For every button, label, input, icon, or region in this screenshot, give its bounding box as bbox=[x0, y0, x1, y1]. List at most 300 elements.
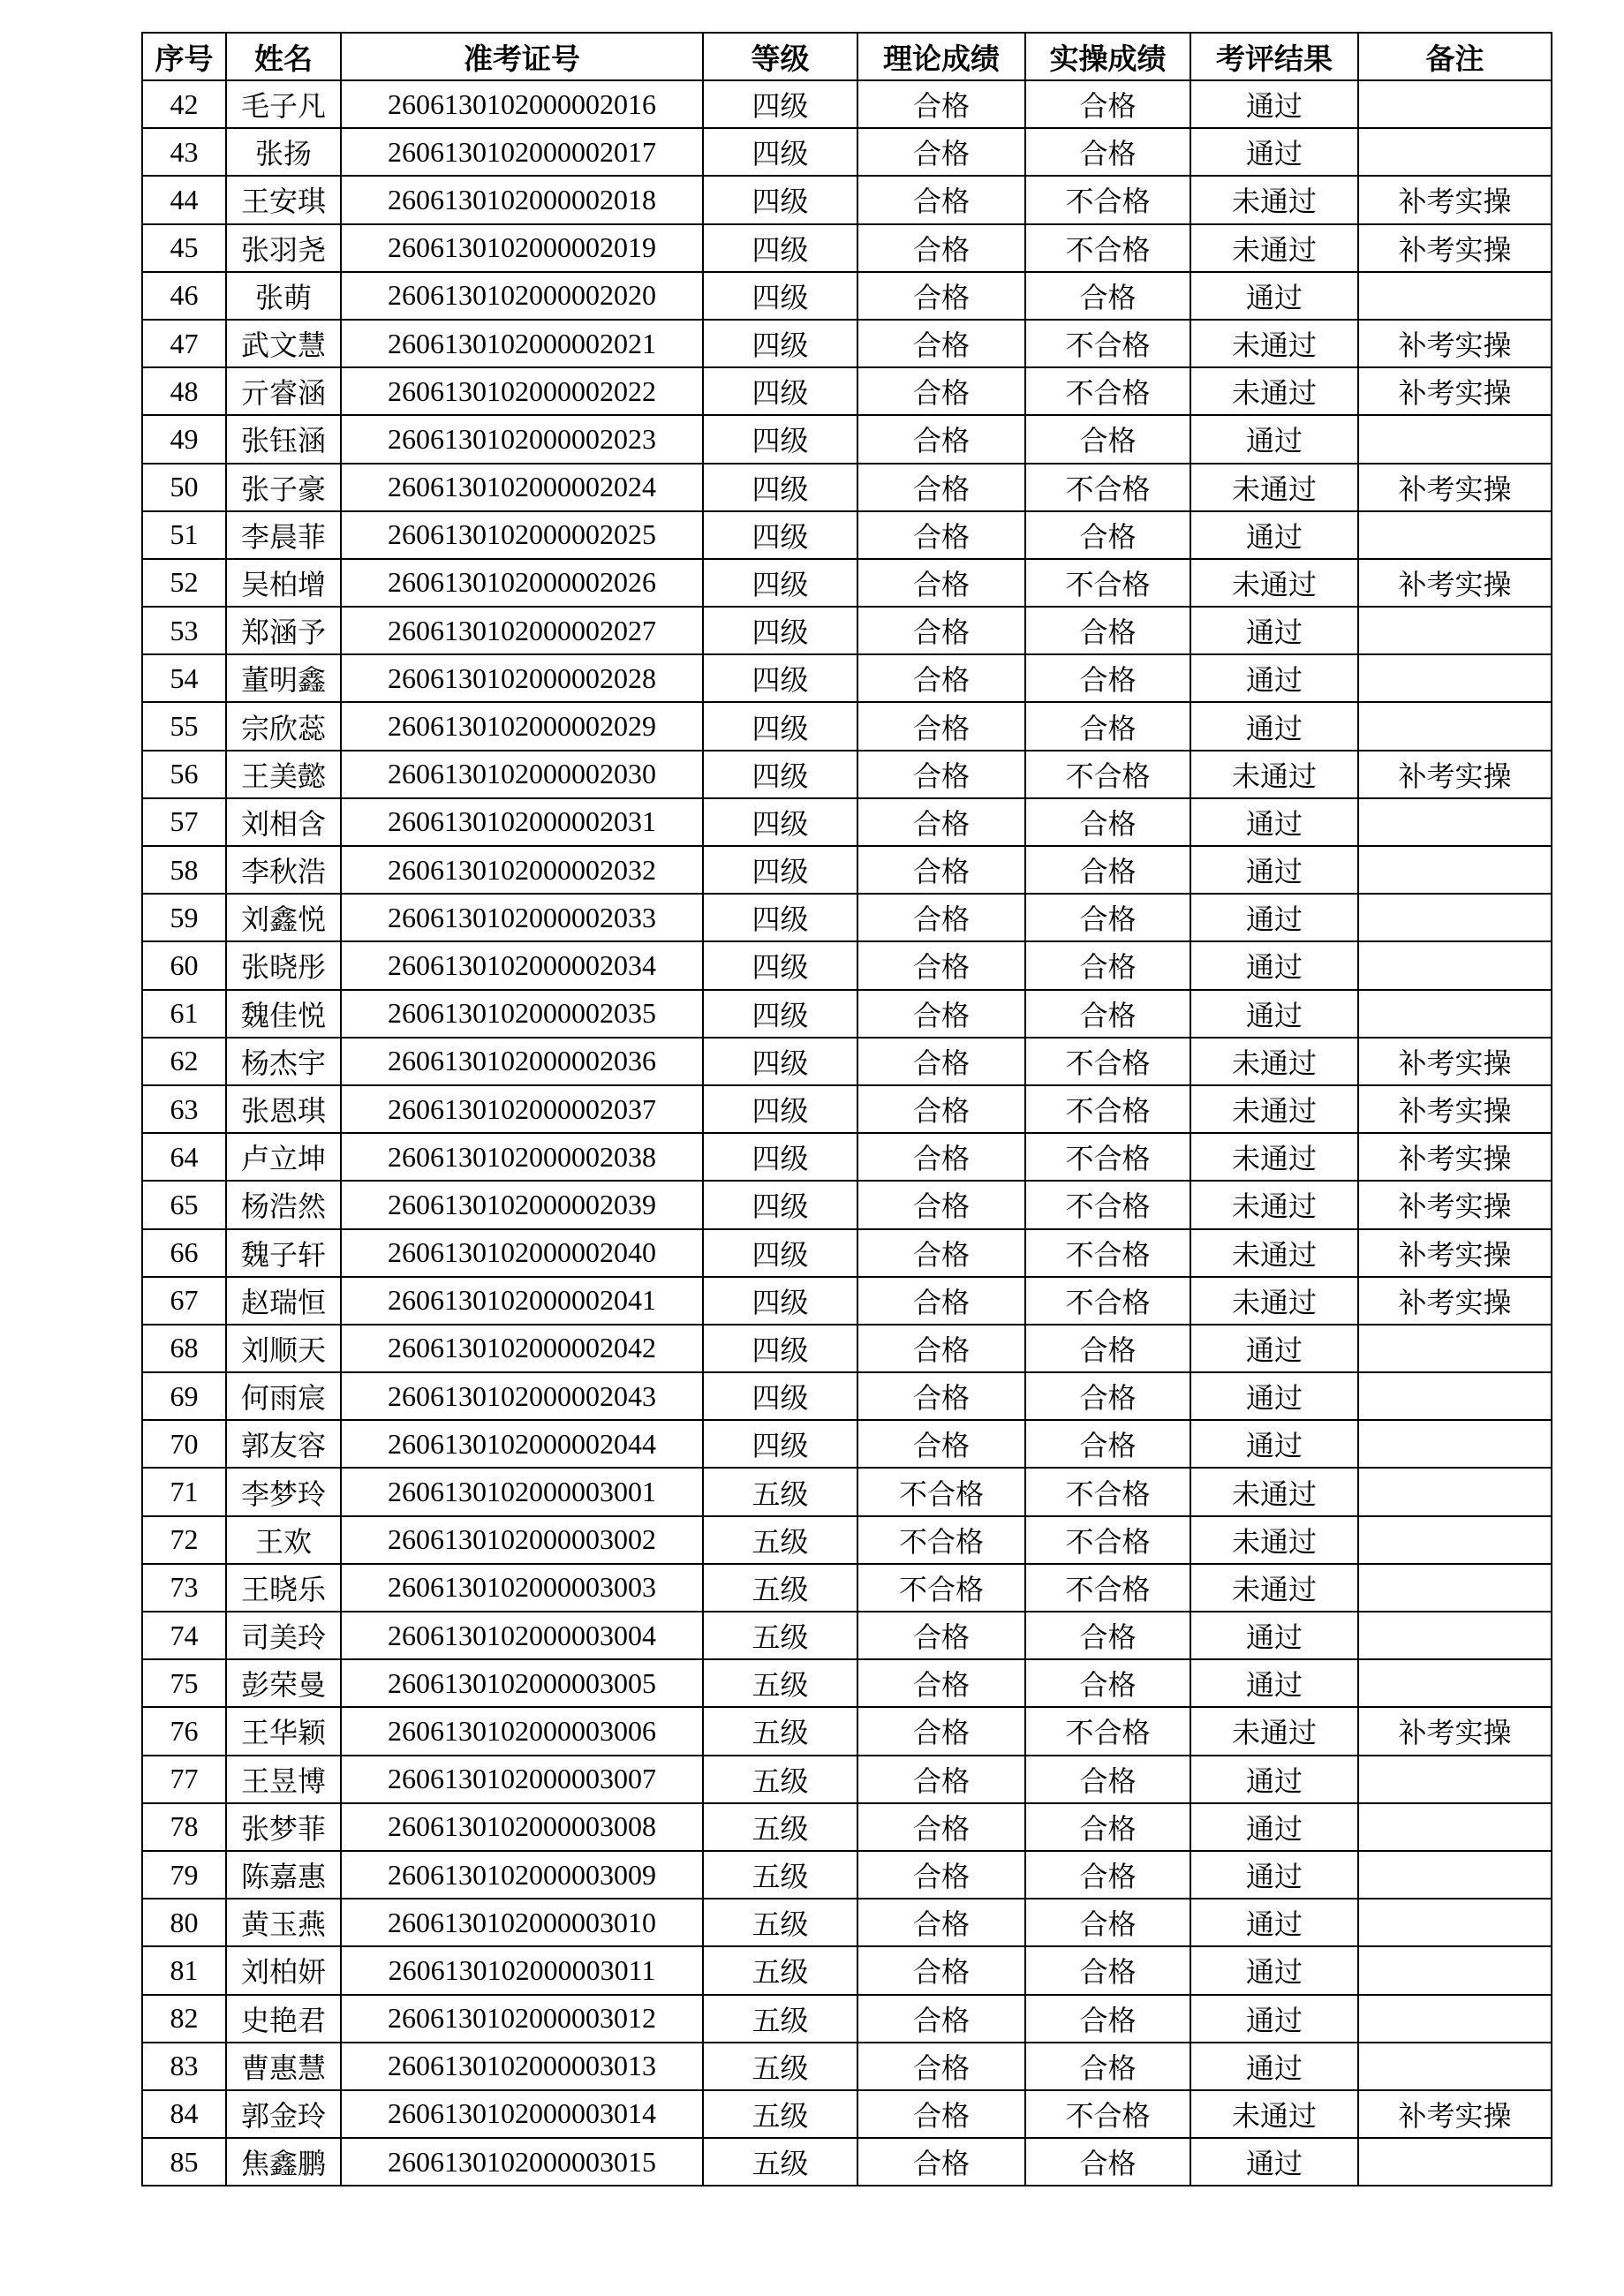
remark-cell: 补考实操 bbox=[1358, 1085, 1552, 1133]
level-cell: 五级 bbox=[703, 1564, 857, 1612]
theory-score-cell: 合格 bbox=[857, 415, 1025, 463]
seq-cell: 57 bbox=[142, 798, 226, 846]
exam-id-cell: 2606130102000002019 bbox=[341, 224, 703, 272]
seq-cell: 74 bbox=[142, 1612, 226, 1659]
table-row bbox=[142, 798, 1552, 846]
exam-id-cell: 2606130102000002042 bbox=[341, 1325, 703, 1372]
exam-id-cell: 2606130102000003002 bbox=[341, 1516, 703, 1564]
theory-score-cell: 合格 bbox=[857, 990, 1025, 1038]
name-cell: 杨浩然 bbox=[226, 1181, 341, 1228]
level-cell: 四级 bbox=[703, 511, 857, 559]
practical-score-cell: 不合格 bbox=[1025, 367, 1190, 415]
theory-score-cell: 合格 bbox=[857, 654, 1025, 702]
result-cell: 未通过 bbox=[1190, 1516, 1358, 1564]
col-practical-header: 实操成绩 bbox=[1025, 33, 1190, 80]
table-row bbox=[142, 1229, 1552, 1277]
seq-cell: 61 bbox=[142, 990, 226, 1038]
practical-score-cell: 合格 bbox=[1025, 1659, 1190, 1707]
level-cell: 四级 bbox=[703, 894, 857, 941]
theory-score-cell: 合格 bbox=[857, 607, 1025, 654]
level-cell: 五级 bbox=[703, 2138, 857, 2186]
remark-cell bbox=[1358, 702, 1552, 750]
practical-score-cell: 不合格 bbox=[1025, 1181, 1190, 1228]
table-row bbox=[142, 1468, 1552, 1515]
result-cell: 未通过 bbox=[1190, 1707, 1358, 1755]
remark-cell bbox=[1358, 1756, 1552, 1803]
theory-score-cell: 合格 bbox=[857, 1756, 1025, 1803]
name-cell: 黄玉燕 bbox=[226, 1899, 341, 1946]
seq-cell: 43 bbox=[142, 128, 226, 176]
remark-cell bbox=[1358, 1899, 1552, 1946]
theory-score-cell: 合格 bbox=[857, 511, 1025, 559]
result-cell: 通过 bbox=[1190, 511, 1358, 559]
practical-score-cell: 合格 bbox=[1025, 415, 1190, 463]
exam-id-cell: 2606130102000003010 bbox=[341, 1899, 703, 1946]
seq-cell: 66 bbox=[142, 1229, 226, 1277]
result-cell: 通过 bbox=[1190, 2138, 1358, 2186]
practical-score-cell: 不合格 bbox=[1025, 1038, 1190, 1085]
table-row bbox=[142, 176, 1552, 223]
result-cell: 未通过 bbox=[1190, 1181, 1358, 1228]
practical-score-cell: 合格 bbox=[1025, 1420, 1190, 1468]
level-cell: 四级 bbox=[703, 224, 857, 272]
level-cell: 五级 bbox=[703, 1946, 857, 1994]
remark-cell bbox=[1358, 1851, 1552, 1899]
practical-score-cell: 合格 bbox=[1025, 1995, 1190, 2043]
practical-score-cell: 合格 bbox=[1025, 128, 1190, 176]
level-cell: 五级 bbox=[703, 1468, 857, 1515]
level-cell: 五级 bbox=[703, 1803, 857, 1851]
level-cell: 四级 bbox=[703, 464, 857, 511]
remark-cell bbox=[1358, 798, 1552, 846]
table-row bbox=[142, 80, 1552, 128]
theory-score-cell: 合格 bbox=[857, 1851, 1025, 1899]
result-cell: 通过 bbox=[1190, 415, 1358, 463]
level-cell: 五级 bbox=[703, 1659, 857, 1707]
name-cell: 董明鑫 bbox=[226, 654, 341, 702]
seq-cell: 46 bbox=[142, 272, 226, 320]
result-cell: 通过 bbox=[1190, 990, 1358, 1038]
col-remark-header: 备注 bbox=[1358, 33, 1552, 80]
name-cell: 王美懿 bbox=[226, 751, 341, 798]
result-cell: 未通过 bbox=[1190, 1564, 1358, 1612]
theory-score-cell: 合格 bbox=[857, 2138, 1025, 2186]
seq-cell: 54 bbox=[142, 654, 226, 702]
exam-id-cell: 2606130102000003014 bbox=[341, 2090, 703, 2138]
table-row bbox=[142, 224, 1552, 272]
level-cell: 四级 bbox=[703, 1277, 857, 1325]
name-cell: 亓睿涵 bbox=[226, 367, 341, 415]
seq-cell: 71 bbox=[142, 1468, 226, 1515]
exam-id-cell: 2606130102000002017 bbox=[341, 128, 703, 176]
result-cell: 通过 bbox=[1190, 846, 1358, 894]
level-cell: 五级 bbox=[703, 1612, 857, 1659]
result-cell: 未通过 bbox=[1190, 559, 1358, 607]
level-cell: 五级 bbox=[703, 1707, 857, 1755]
level-cell: 四级 bbox=[703, 1372, 857, 1420]
result-cell: 通过 bbox=[1190, 607, 1358, 654]
practical-score-cell: 不合格 bbox=[1025, 1277, 1190, 1325]
table-row bbox=[142, 367, 1552, 415]
name-cell: 张梦菲 bbox=[226, 1803, 341, 1851]
remark-cell bbox=[1358, 128, 1552, 176]
result-cell: 通过 bbox=[1190, 654, 1358, 702]
remark-cell bbox=[1358, 1995, 1552, 2043]
practical-score-cell: 合格 bbox=[1025, 607, 1190, 654]
exam-id-cell: 2606130102000002020 bbox=[341, 272, 703, 320]
remark-cell bbox=[1358, 1659, 1552, 1707]
remark-cell bbox=[1358, 894, 1552, 941]
remark-cell bbox=[1358, 654, 1552, 702]
remark-cell bbox=[1358, 1468, 1552, 1515]
result-cell: 通过 bbox=[1190, 128, 1358, 176]
practical-score-cell: 合格 bbox=[1025, 846, 1190, 894]
practical-score-cell: 合格 bbox=[1025, 1756, 1190, 1803]
theory-score-cell: 合格 bbox=[857, 1946, 1025, 1994]
exam-id-cell: 2606130102000003013 bbox=[341, 2043, 703, 2090]
level-cell: 四级 bbox=[703, 607, 857, 654]
table-row bbox=[142, 1181, 1552, 1228]
seq-cell: 50 bbox=[142, 464, 226, 511]
table-row bbox=[142, 1851, 1552, 1899]
theory-score-cell: 不合格 bbox=[857, 1516, 1025, 1564]
practical-score-cell: 合格 bbox=[1025, 2138, 1190, 2186]
name-cell: 刘顺天 bbox=[226, 1325, 341, 1372]
table-row bbox=[142, 415, 1552, 463]
table-row bbox=[142, 941, 1552, 989]
practical-score-cell: 合格 bbox=[1025, 1612, 1190, 1659]
exam-id-cell: 2606130102000002026 bbox=[341, 559, 703, 607]
practical-score-cell: 合格 bbox=[1025, 894, 1190, 941]
name-cell: 李梦玲 bbox=[226, 1468, 341, 1515]
results-table bbox=[141, 32, 1552, 2186]
seq-cell: 78 bbox=[142, 1803, 226, 1851]
exam-id-cell: 2606130102000002028 bbox=[341, 654, 703, 702]
remark-cell: 补考实操 bbox=[1358, 176, 1552, 223]
theory-score-cell: 合格 bbox=[857, 80, 1025, 128]
exam-id-cell: 2606130102000002035 bbox=[341, 990, 703, 1038]
practical-score-cell: 合格 bbox=[1025, 798, 1190, 846]
practical-score-cell: 不合格 bbox=[1025, 1468, 1190, 1515]
practical-score-cell: 合格 bbox=[1025, 2043, 1190, 2090]
level-cell: 四级 bbox=[703, 846, 857, 894]
level-cell: 四级 bbox=[703, 1038, 857, 1085]
theory-score-cell: 不合格 bbox=[857, 1564, 1025, 1612]
seq-cell: 42 bbox=[142, 80, 226, 128]
name-cell: 宗欣蕊 bbox=[226, 702, 341, 750]
col-name-header: 姓名 bbox=[226, 33, 341, 80]
seq-cell: 76 bbox=[142, 1707, 226, 1755]
theory-score-cell: 合格 bbox=[857, 1085, 1025, 1133]
remark-cell: 补考实操 bbox=[1358, 367, 1552, 415]
remark-cell bbox=[1358, 1325, 1552, 1372]
table-row bbox=[142, 1756, 1552, 1803]
seq-cell: 68 bbox=[142, 1325, 226, 1372]
name-cell: 郭友容 bbox=[226, 1420, 341, 1468]
theory-score-cell: 合格 bbox=[857, 1995, 1025, 2043]
theory-score-cell: 合格 bbox=[857, 1420, 1025, 1468]
table-row bbox=[142, 272, 1552, 320]
practical-score-cell: 合格 bbox=[1025, 511, 1190, 559]
seq-cell: 73 bbox=[142, 1564, 226, 1612]
remark-cell bbox=[1358, 511, 1552, 559]
exam-id-cell: 2606130102000002016 bbox=[341, 80, 703, 128]
col-exam-id-header: 准考证号 bbox=[341, 33, 703, 80]
theory-score-cell: 合格 bbox=[857, 1325, 1025, 1372]
name-cell: 毛子凡 bbox=[226, 80, 341, 128]
remark-cell: 补考实操 bbox=[1358, 1133, 1552, 1181]
remark-cell bbox=[1358, 990, 1552, 1038]
theory-score-cell: 合格 bbox=[857, 1277, 1025, 1325]
exam-id-cell: 2606130102000003011 bbox=[341, 1946, 703, 1994]
seq-cell: 58 bbox=[142, 846, 226, 894]
exam-id-cell: 2606130102000002025 bbox=[341, 511, 703, 559]
practical-score-cell: 不合格 bbox=[1025, 1564, 1190, 1612]
level-cell: 四级 bbox=[703, 1420, 857, 1468]
seq-cell: 63 bbox=[142, 1085, 226, 1133]
name-cell: 王昱博 bbox=[226, 1756, 341, 1803]
practical-score-cell: 合格 bbox=[1025, 1325, 1190, 1372]
seq-cell: 60 bbox=[142, 941, 226, 989]
seq-cell: 51 bbox=[142, 511, 226, 559]
name-cell: 张钰涵 bbox=[226, 415, 341, 463]
remark-cell bbox=[1358, 846, 1552, 894]
seq-cell: 72 bbox=[142, 1516, 226, 1564]
table-row bbox=[142, 1277, 1552, 1325]
remark-cell: 补考实操 bbox=[1358, 1181, 1552, 1228]
seq-cell: 56 bbox=[142, 751, 226, 798]
exam-id-cell: 2606130102000002032 bbox=[341, 846, 703, 894]
remark-cell: 补考实操 bbox=[1358, 224, 1552, 272]
remark-cell bbox=[1358, 2138, 1552, 2186]
exam-id-cell: 2606130102000002024 bbox=[341, 464, 703, 511]
exam-id-cell: 2606130102000003003 bbox=[341, 1564, 703, 1612]
practical-score-cell: 不合格 bbox=[1025, 1085, 1190, 1133]
remark-cell bbox=[1358, 80, 1552, 128]
result-cell: 通过 bbox=[1190, 1995, 1358, 2043]
result-cell: 未通过 bbox=[1190, 1133, 1358, 1181]
practical-score-cell: 不合格 bbox=[1025, 1707, 1190, 1755]
seq-cell: 53 bbox=[142, 607, 226, 654]
remark-cell bbox=[1358, 941, 1552, 989]
practical-score-cell: 合格 bbox=[1025, 272, 1190, 320]
name-cell: 张扬 bbox=[226, 128, 341, 176]
name-cell: 郑涵予 bbox=[226, 607, 341, 654]
name-cell: 彭荣曼 bbox=[226, 1659, 341, 1707]
practical-score-cell: 合格 bbox=[1025, 941, 1190, 989]
name-cell: 刘鑫悦 bbox=[226, 894, 341, 941]
remark-cell bbox=[1358, 1803, 1552, 1851]
name-cell: 王欢 bbox=[226, 1516, 341, 1564]
table-row bbox=[142, 1133, 1552, 1181]
result-cell: 未通过 bbox=[1190, 176, 1358, 223]
table-row bbox=[142, 1899, 1552, 1946]
theory-score-cell: 合格 bbox=[857, 272, 1025, 320]
seq-cell: 80 bbox=[142, 1899, 226, 1946]
practical-score-cell: 合格 bbox=[1025, 1899, 1190, 1946]
seq-cell: 77 bbox=[142, 1756, 226, 1803]
remark-cell: 补考实操 bbox=[1358, 1229, 1552, 1277]
result-cell: 通过 bbox=[1190, 2043, 1358, 2090]
name-cell: 司美玲 bbox=[226, 1612, 341, 1659]
name-cell: 曹惠慧 bbox=[226, 2043, 341, 2090]
exam-id-cell: 2606130102000003004 bbox=[341, 1612, 703, 1659]
name-cell: 杨杰宇 bbox=[226, 1038, 341, 1085]
exam-id-cell: 2606130102000003005 bbox=[341, 1659, 703, 1707]
header-row bbox=[142, 33, 1552, 80]
level-cell: 四级 bbox=[703, 798, 857, 846]
seq-cell: 48 bbox=[142, 367, 226, 415]
exam-id-cell: 2606130102000002029 bbox=[341, 702, 703, 750]
table-row bbox=[142, 320, 1552, 367]
level-cell: 五级 bbox=[703, 1995, 857, 2043]
result-cell: 通过 bbox=[1190, 1756, 1358, 1803]
name-cell: 卢立坤 bbox=[226, 1133, 341, 1181]
remark-cell: 补考实操 bbox=[1358, 751, 1552, 798]
level-cell: 四级 bbox=[703, 367, 857, 415]
exam-id-cell: 2606130102000002041 bbox=[341, 1277, 703, 1325]
theory-score-cell: 合格 bbox=[857, 224, 1025, 272]
theory-score-cell: 合格 bbox=[857, 798, 1025, 846]
table-row bbox=[142, 894, 1552, 941]
seq-cell: 83 bbox=[142, 2043, 226, 2090]
result-cell: 通过 bbox=[1190, 1325, 1358, 1372]
table-row bbox=[142, 1803, 1552, 1851]
exam-id-cell: 2606130102000002040 bbox=[341, 1229, 703, 1277]
name-cell: 陈嘉惠 bbox=[226, 1851, 341, 1899]
level-cell: 五级 bbox=[703, 1756, 857, 1803]
result-cell: 通过 bbox=[1190, 798, 1358, 846]
table-row bbox=[142, 607, 1552, 654]
remark-cell: 补考实操 bbox=[1358, 2090, 1552, 2138]
level-cell: 五级 bbox=[703, 2043, 857, 2090]
seq-cell: 64 bbox=[142, 1133, 226, 1181]
exam-id-cell: 2606130102000002033 bbox=[341, 894, 703, 941]
result-cell: 未通过 bbox=[1190, 1277, 1358, 1325]
exam-id-cell: 2606130102000002022 bbox=[341, 367, 703, 415]
name-cell: 李秋浩 bbox=[226, 846, 341, 894]
level-cell: 四级 bbox=[703, 559, 857, 607]
theory-score-cell: 合格 bbox=[857, 1133, 1025, 1181]
remark-cell bbox=[1358, 2043, 1552, 2090]
remark-cell: 补考实操 bbox=[1358, 464, 1552, 511]
exam-id-cell: 2606130102000002023 bbox=[341, 415, 703, 463]
exam-id-cell: 2606130102000002039 bbox=[341, 1181, 703, 1228]
col-level-header: 等级 bbox=[703, 33, 857, 80]
result-cell: 通过 bbox=[1190, 1659, 1358, 1707]
exam-id-cell: 2606130102000002036 bbox=[341, 1038, 703, 1085]
exam-id-cell: 2606130102000002044 bbox=[341, 1420, 703, 1468]
level-cell: 四级 bbox=[703, 415, 857, 463]
result-cell: 通过 bbox=[1190, 1899, 1358, 1946]
result-cell: 通过 bbox=[1190, 272, 1358, 320]
table-row bbox=[142, 2043, 1552, 2090]
result-cell: 未通过 bbox=[1190, 464, 1358, 511]
practical-score-cell: 合格 bbox=[1025, 1372, 1190, 1420]
table-row bbox=[142, 1612, 1552, 1659]
seq-cell: 79 bbox=[142, 1851, 226, 1899]
table-row bbox=[142, 128, 1552, 176]
theory-score-cell: 合格 bbox=[857, 846, 1025, 894]
table-body bbox=[142, 80, 1552, 2186]
practical-score-cell: 合格 bbox=[1025, 702, 1190, 750]
name-cell: 郭金玲 bbox=[226, 2090, 341, 2138]
remark-cell bbox=[1358, 1516, 1552, 1564]
remark-cell bbox=[1358, 1564, 1552, 1612]
exam-id-cell: 2606130102000002018 bbox=[341, 176, 703, 223]
name-cell: 刘柏妍 bbox=[226, 1946, 341, 1994]
seq-cell: 55 bbox=[142, 702, 226, 750]
theory-score-cell: 不合格 bbox=[857, 1468, 1025, 1515]
remark-cell bbox=[1358, 1372, 1552, 1420]
theory-score-cell: 合格 bbox=[857, 2043, 1025, 2090]
result-cell: 通过 bbox=[1190, 1372, 1358, 1420]
seq-cell: 49 bbox=[142, 415, 226, 463]
seq-cell: 81 bbox=[142, 1946, 226, 1994]
name-cell: 李晨菲 bbox=[226, 511, 341, 559]
table-row bbox=[142, 654, 1552, 702]
remark-cell bbox=[1358, 1420, 1552, 1468]
name-cell: 武文慧 bbox=[226, 320, 341, 367]
exam-id-cell: 2606130102000003012 bbox=[341, 1995, 703, 2043]
theory-score-cell: 合格 bbox=[857, 751, 1025, 798]
table-row bbox=[142, 2138, 1552, 2186]
result-cell: 未通过 bbox=[1190, 1038, 1358, 1085]
result-cell: 通过 bbox=[1190, 1946, 1358, 1994]
level-cell: 四级 bbox=[703, 272, 857, 320]
theory-score-cell: 合格 bbox=[857, 702, 1025, 750]
level-cell: 四级 bbox=[703, 751, 857, 798]
col-seq-header: 序号 bbox=[142, 33, 226, 80]
theory-score-cell: 合格 bbox=[857, 1372, 1025, 1420]
remark-cell bbox=[1358, 1946, 1552, 1994]
practical-score-cell: 不合格 bbox=[1025, 751, 1190, 798]
practical-score-cell: 合格 bbox=[1025, 654, 1190, 702]
result-cell: 通过 bbox=[1190, 1803, 1358, 1851]
theory-score-cell: 合格 bbox=[857, 2090, 1025, 2138]
theory-score-cell: 合格 bbox=[857, 941, 1025, 989]
exam-id-cell: 2606130102000003006 bbox=[341, 1707, 703, 1755]
level-cell: 四级 bbox=[703, 990, 857, 1038]
name-cell: 魏子轩 bbox=[226, 1229, 341, 1277]
seq-cell: 45 bbox=[142, 224, 226, 272]
theory-score-cell: 合格 bbox=[857, 894, 1025, 941]
seq-cell: 82 bbox=[142, 1995, 226, 2043]
practical-score-cell: 不合格 bbox=[1025, 224, 1190, 272]
level-cell: 四级 bbox=[703, 702, 857, 750]
level-cell: 五级 bbox=[703, 1516, 857, 1564]
remark-cell bbox=[1358, 272, 1552, 320]
result-cell: 未通过 bbox=[1190, 1229, 1358, 1277]
seq-cell: 84 bbox=[142, 2090, 226, 2138]
seq-cell: 62 bbox=[142, 1038, 226, 1085]
remark-cell: 补考实操 bbox=[1358, 1707, 1552, 1755]
theory-score-cell: 合格 bbox=[857, 1659, 1025, 1707]
table-row bbox=[142, 1564, 1552, 1612]
name-cell: 刘相含 bbox=[226, 798, 341, 846]
exam-id-cell: 2606130102000003008 bbox=[341, 1803, 703, 1851]
name-cell: 张羽尧 bbox=[226, 224, 341, 272]
name-cell: 焦鑫鹏 bbox=[226, 2138, 341, 2186]
result-cell: 通过 bbox=[1190, 1851, 1358, 1899]
level-cell: 四级 bbox=[703, 128, 857, 176]
name-cell: 吴柏增 bbox=[226, 559, 341, 607]
seq-cell: 67 bbox=[142, 1277, 226, 1325]
theory-score-cell: 合格 bbox=[857, 464, 1025, 511]
result-cell: 通过 bbox=[1190, 1612, 1358, 1659]
exam-id-cell: 2606130102000002034 bbox=[341, 941, 703, 989]
result-cell: 通过 bbox=[1190, 894, 1358, 941]
